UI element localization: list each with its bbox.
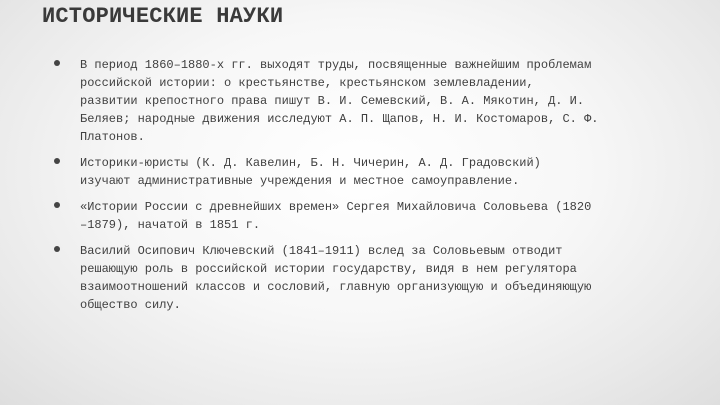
bullet-list <box>50 56 690 314</box>
bullet-text-line: В период 1860–1880-х гг. выходят труды, посвященные важнейшим проблемам <box>80 58 592 72</box>
bullet-text-line: взаимоотношений классов и сословий, главную организующую и объединяющую <box>80 280 592 294</box>
bullet-text-line: Беляев; народные движения исследуют А. П. Щапов, Н. И. Костомаров, С. Ф. <box>80 112 599 126</box>
bullet-dot-icon <box>54 60 60 66</box>
bullet-item <box>50 198 690 234</box>
bullet-item <box>50 242 690 314</box>
bullet-item <box>50 154 690 190</box>
bullet-text-line: «Истории России с древнейших времен» Сергея Михайловича Соловьева (1820 <box>80 200 592 214</box>
bullet-text-line: Историки-юристы (К. Д. Кавелин, Б. Н. Чичерин, А. Д. Градовский) <box>80 156 541 170</box>
bullet-text-line: –1879), начатой в 1851 г. <box>80 218 261 232</box>
bullet-text-line: развитии крепостного права пишут В. И. Семевский, В. А. Мякотин, Д. И. <box>80 94 585 108</box>
bullet-text-line: решающую роль в российской истории государству, видя в нем регулятора <box>80 262 577 276</box>
bullet-text-line: Платонов. <box>80 130 145 144</box>
bullet-text-line: российской истории: о крестьянстве, крестьянском землевладении, <box>80 76 534 90</box>
slide-title: ИСТОРИЧЕСКИЕ НАУКИ <box>42 4 284 29</box>
bullet-text-line: Василий Осипович Ключевский (1841–1911) вслед за Соловьевым отводит <box>80 244 563 258</box>
bullet-text-line: изучают административные учреждения и местное самоуправление. <box>80 174 520 188</box>
bullet-dot-icon <box>54 202 60 208</box>
bullet-dot-icon <box>54 246 60 252</box>
bullet-dot-icon <box>54 158 60 164</box>
bullet-text-line: общество силу. <box>80 298 181 312</box>
bullet-item <box>50 56 690 146</box>
